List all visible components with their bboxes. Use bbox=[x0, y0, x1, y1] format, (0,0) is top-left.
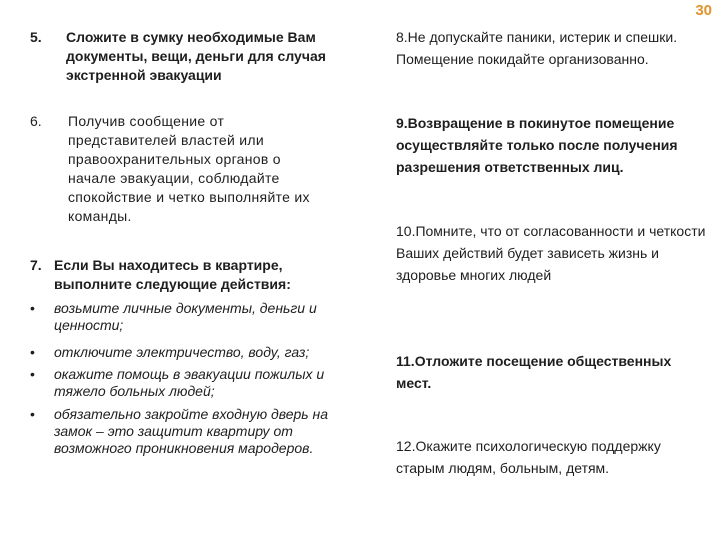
bullet-text: отключите электричество, воду, газ; bbox=[54, 344, 310, 360]
bullet-marker: • bbox=[30, 406, 35, 422]
instruction-item-12: 12.Окажите психологическую поддержку старым людям, больным, детям. bbox=[396, 438, 661, 476]
bullet-text: обязательно закройте входную дверь на замок – это защитит квартиру от возможного проникновения мародеров. bbox=[54, 406, 329, 456]
item-number: 5. bbox=[30, 29, 42, 45]
bullet-text: окажите помощь в эвакуации пожилых и тяжело больных людей; bbox=[54, 366, 325, 399]
bullet-marker: • bbox=[30, 366, 35, 382]
item-text: Сложите в сумку необходимые Вам документы, вещи, деньги для случая экстренной эвакуации bbox=[66, 29, 326, 83]
instruction-item-9: 9.Возвращение в покинутое помещение осуществляйте только после получения разрешения ответственных лиц. bbox=[396, 115, 678, 175]
instruction-item-8: 8.Не допускайте паники, истерик и спешки. Помещение покидайте организованно. bbox=[396, 29, 678, 67]
item-heading-text: Если Вы находитесь в квартире, выполните следующие действия: bbox=[54, 257, 291, 292]
item-number: 7. bbox=[30, 257, 42, 273]
bullet-marker: • bbox=[30, 300, 35, 316]
instruction-item-11: 11.Отложите посещение общественных мест. bbox=[396, 353, 672, 391]
item-number: 6. bbox=[30, 113, 42, 129]
page-number: 30 bbox=[695, 2, 712, 19]
instruction-item-10: 10.Помните, что от согласованности и четкости Ваших действий будет зависеть жизнь и здоровье многих людей bbox=[396, 223, 706, 283]
bullet-text: возьмите личные документы, деньги и ценности; bbox=[54, 300, 317, 333]
item-text: Получив сообщение от представителей властей или правоохранительных органов о начале эвакуации, соблюдайте спокойствие и четко выполняйте их команды. bbox=[68, 113, 310, 224]
bullet-marker: • bbox=[30, 344, 35, 360]
